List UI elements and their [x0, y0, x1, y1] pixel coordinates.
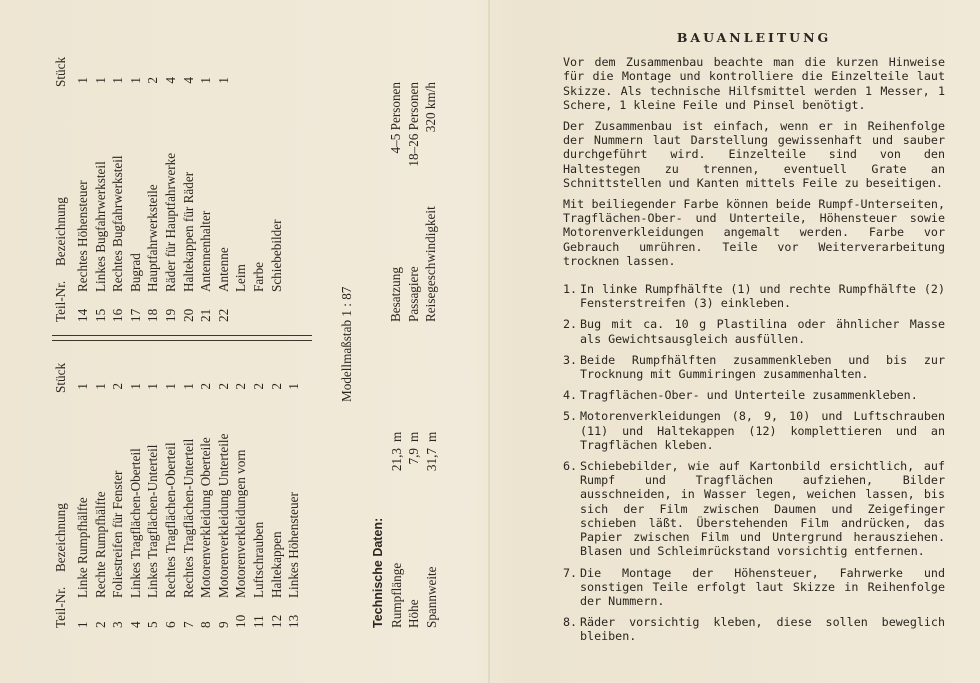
instruction-step	[563, 282, 945, 310]
instruction-step	[563, 459, 945, 558]
parts-header	[52, 363, 74, 628]
part-number: 7	[180, 621, 196, 628]
part-quantity: 1	[110, 77, 126, 84]
tech-row	[422, 82, 440, 322]
part-number	[268, 292, 286, 322]
part-quantity: 4	[162, 77, 178, 84]
instructions-title: BAUANLEITUNG	[676, 30, 832, 45]
part-name: Linkes Tragflächen-Unterteil	[145, 444, 161, 598]
part-number: 14	[75, 308, 90, 322]
part-name: Räder für Hauptfahrwerke	[162, 152, 178, 292]
part-number	[250, 292, 268, 322]
part-row	[215, 363, 233, 628]
part-quantity: 1	[127, 383, 143, 390]
part-row	[250, 57, 268, 322]
part-name: Rechtes Tragflächen-Unterteil	[180, 438, 196, 598]
tech-unit: m	[406, 431, 422, 442]
tech-value: 31,7	[423, 448, 439, 472]
part-quantity: 1	[180, 383, 196, 390]
part-name: Linkes Bugfahrwerksteil	[92, 161, 108, 292]
part-number: 19	[162, 308, 178, 322]
step-number: 2.	[563, 317, 578, 332]
part-quantity: 2	[215, 383, 231, 390]
part-quantity: 2	[268, 383, 284, 390]
tech-unit: m	[388, 431, 404, 442]
part-quantity	[250, 77, 268, 87]
tech-label: Besatzung	[388, 267, 403, 322]
part-row	[268, 363, 286, 628]
step-number: 1.	[563, 282, 578, 297]
part-name: Rechtes Tragflächen-Oberteil	[162, 442, 178, 598]
part-row	[180, 57, 198, 322]
part-name: Rechtes Höhensteuer	[75, 180, 90, 292]
header-stueck: Stück	[53, 362, 68, 393]
part-quantity: 1	[92, 77, 108, 84]
step-text: Motorenverkleidungen (8, 9, 10) und Luftschrauben (11) und Haltekappen (12) komplettieren und an Tragflächen kleben.	[580, 409, 945, 452]
part-name: Haltekappen	[268, 531, 284, 598]
tech-value: 18–26 Personen	[405, 82, 421, 167]
tech-data	[370, 422, 440, 628]
instruction-step	[563, 317, 945, 345]
part-number: 10	[233, 614, 249, 628]
step-number: 3.	[563, 352, 578, 367]
header-bezeichnung-2: Bezeichnung	[53, 197, 68, 266]
tech-title: Technische Daten:	[371, 517, 385, 628]
part-number: 17	[127, 308, 143, 322]
step-text: Beide Rumpfhälften zusammenkleben und bis zur Trocknung mit Gummiringen zusammenhalten.	[580, 352, 945, 382]
part-number	[232, 292, 250, 322]
part-name: Antenne	[215, 247, 231, 292]
tech-row	[405, 82, 423, 322]
part-quantity: 2	[198, 383, 214, 390]
part-row	[250, 363, 268, 628]
intro-paragraph-1: Vor dem Zusammenbau beachte man die kurzen Hinweise für die Montage und kontrolliere die Einzelteile laut Skizze. Als technische Hilfsmittel werden 1 Messer, 1 Schere, 1 kleine Feile und Pinsel benötigt.	[563, 55, 945, 112]
part-row	[144, 57, 162, 322]
column-separator	[52, 335, 312, 341]
part-number: 3	[110, 621, 126, 628]
step-text: Bug mit ca. 10 g Plastilina oder ähnlicher Masse als Gewichtsausgleich ausfüllen.	[580, 317, 945, 346]
part-name: Haltekappen für Räder	[180, 171, 196, 292]
part-name: Luftschrauben	[250, 521, 266, 598]
part-row	[162, 57, 180, 322]
part-quantity: 1	[145, 383, 161, 390]
instruction-step	[563, 566, 945, 609]
part-quantity: 1	[75, 383, 90, 390]
intro-paragraph-2: Der Zusammenbau ist einfach, wenn er in Reihenfolge der Nummern laut Darstellung gewissenhaft und sauber durchgeführt wird. Einzelteile sind von den Haltestegen zu trennen, eventuell Grate an Schnittstellen und Kanten mittels Feile zu beseitigen.	[563, 119, 945, 190]
step-text: Räder vorsichtig kleben, diese sollen beweglich bleiben.	[580, 615, 945, 644]
part-name: Bugrad	[127, 253, 143, 292]
part-number: 13	[286, 614, 302, 628]
part-number: 6	[162, 621, 178, 628]
part-number: 22	[215, 308, 231, 322]
model-scale: Modellmaßstab 1 : 87	[339, 286, 354, 402]
header-stueck-2: Stück	[53, 56, 68, 87]
part-name: Foliestreifen für Fenster	[110, 470, 126, 598]
parts-header-2	[52, 57, 74, 322]
tech-row	[423, 422, 441, 628]
part-quantity: 1	[215, 77, 231, 84]
tech-unit: m	[423, 431, 439, 442]
tech-data-2	[387, 82, 440, 322]
part-number: 15	[92, 308, 108, 322]
tech-label: Rumpflänge	[388, 562, 404, 628]
tech-row	[387, 82, 405, 322]
part-name: Rechtes Bugfahrwerksteil	[110, 155, 126, 292]
part-quantity: 1	[92, 383, 108, 390]
part-row	[285, 363, 303, 628]
part-row	[144, 363, 162, 628]
part-row	[127, 363, 145, 628]
page-fold	[488, 0, 490, 683]
part-row	[232, 57, 250, 322]
part-row	[197, 57, 215, 322]
tech-value: 7,9	[406, 448, 422, 465]
part-row	[268, 57, 286, 322]
part-number: 2	[92, 621, 108, 628]
part-name: Leim	[233, 264, 249, 292]
part-name: Farbe	[250, 261, 266, 292]
part-name: Rechte Rumpfhälfte	[92, 491, 108, 598]
tech-row	[405, 422, 423, 628]
part-number: 9	[215, 621, 231, 628]
part-name: Linkes Tragflächen-Oberteil	[127, 448, 143, 598]
step-number: 4.	[563, 388, 578, 403]
part-name: Linkes Höhensteuer	[286, 492, 302, 598]
part-number: 4	[127, 621, 143, 628]
part-name: Linke Rumpfhälfte	[75, 497, 90, 598]
part-row	[127, 57, 145, 322]
header-nr-2: Teil-Nr.	[53, 280, 68, 322]
part-name: Motorenverkleidung Oberteile	[198, 437, 214, 598]
part-quantity: 1	[75, 77, 90, 84]
part-quantity: 2	[233, 383, 249, 390]
tech-label: Höhe	[406, 599, 422, 628]
header-bezeichnung: Bezeichnung	[53, 503, 68, 572]
part-number: 1	[75, 621, 90, 628]
part-number: 11	[250, 615, 266, 628]
part-row	[109, 57, 127, 322]
part-row	[232, 363, 250, 628]
instruction-step	[563, 388, 945, 402]
header-nr: Teil-Nr.	[53, 586, 68, 628]
part-number: 21	[198, 308, 214, 322]
step-number: 6.	[563, 459, 578, 474]
part-quantity: 1	[286, 383, 302, 390]
part-quantity: 1	[198, 77, 214, 84]
part-quantity: 1	[127, 77, 143, 84]
part-row	[92, 57, 110, 322]
part-row	[109, 363, 127, 628]
part-number: 8	[198, 621, 214, 628]
instruction-step	[563, 353, 945, 381]
part-number: 5	[145, 621, 161, 628]
step-text: Tragflächen-Ober- und Unterteile zusammenkleben.	[580, 388, 918, 403]
assembly-instructions	[563, 31, 945, 651]
step-text: In linke Rumpfhälfte (1) und rechte Rumpfhälfte (2) Fensterstreifen (3) einkleben.	[580, 282, 945, 311]
intro-paragraph-3: Mit beiliegender Farbe können beide Rumpf-Unterseiten, Tragflächen-Ober- und Unterteile, Höhensteuer sowie Motorenverkleidungen angemalt werden. Farbe vor Gebrauch umrühren. Teile vor Weiterverarbeitung trocknen lassen.	[563, 197, 945, 268]
tech-value: 21,3	[388, 448, 404, 472]
part-row	[74, 57, 92, 322]
tech-label: Passagiere	[405, 266, 421, 322]
parts-page	[52, 48, 462, 628]
tech-row	[388, 422, 406, 628]
part-row	[197, 363, 215, 628]
part-row	[180, 363, 198, 628]
part-name: Motorenverkleidung Unterteile	[215, 433, 231, 598]
tech-value: 320 km/h	[423, 82, 439, 133]
step-number: 5.	[563, 409, 578, 424]
part-number: 12	[268, 614, 284, 628]
instruction-step	[563, 409, 945, 452]
parts-table-right	[52, 57, 285, 322]
part-row	[162, 363, 180, 628]
step-text: Die Montage der Höhensteuer, Fahrwerke und sonstigen Teile erfolgt laut Skizze in Reihenfolge der Nummern.	[580, 565, 945, 608]
step-number: 7.	[563, 565, 578, 580]
part-quantity: 2	[110, 383, 126, 390]
step-number: 8.	[563, 615, 578, 630]
part-name: Antennenhalter	[198, 210, 214, 292]
part-name: Schiebebilder	[268, 219, 284, 292]
part-number: 16	[110, 308, 126, 322]
part-row	[92, 363, 110, 628]
part-quantity: 1	[162, 383, 178, 390]
tech-label: Spannweite	[423, 566, 439, 628]
step-text: Schiebebilder, wie auf Kartonbild ersichtlich, auf Rumpf und Tragflächen aufziehen, Bilder ausschneiden, in Wasser legen, weichen lassen, bis sich der Film zwischen Daumen und Zeigefinger schieben läßt. Überstehenden Film andrücken, das Papier zwischen Film und Untergrund herausziehen. Blasen und Schleimrückstand vorsichtig entfernen.	[580, 459, 945, 559]
part-quantity: 2	[145, 77, 161, 84]
part-row	[74, 363, 92, 628]
part-quantity	[268, 77, 286, 87]
tech-value: 4–5 Personen	[388, 82, 403, 154]
part-quantity	[232, 77, 250, 87]
part-quantity: 4	[180, 77, 196, 84]
part-name: Motorenverkleidungen vorn	[233, 449, 249, 598]
instruction-step	[563, 615, 945, 643]
part-quantity: 2	[250, 383, 266, 390]
part-row	[215, 57, 233, 322]
part-number: 20	[180, 308, 196, 322]
part-number: 18	[145, 308, 161, 322]
tech-label: Reisegeschwindigkeit	[423, 206, 439, 322]
parts-table-left	[52, 363, 303, 628]
part-name: Hauptfahrwerksteile	[145, 184, 161, 292]
